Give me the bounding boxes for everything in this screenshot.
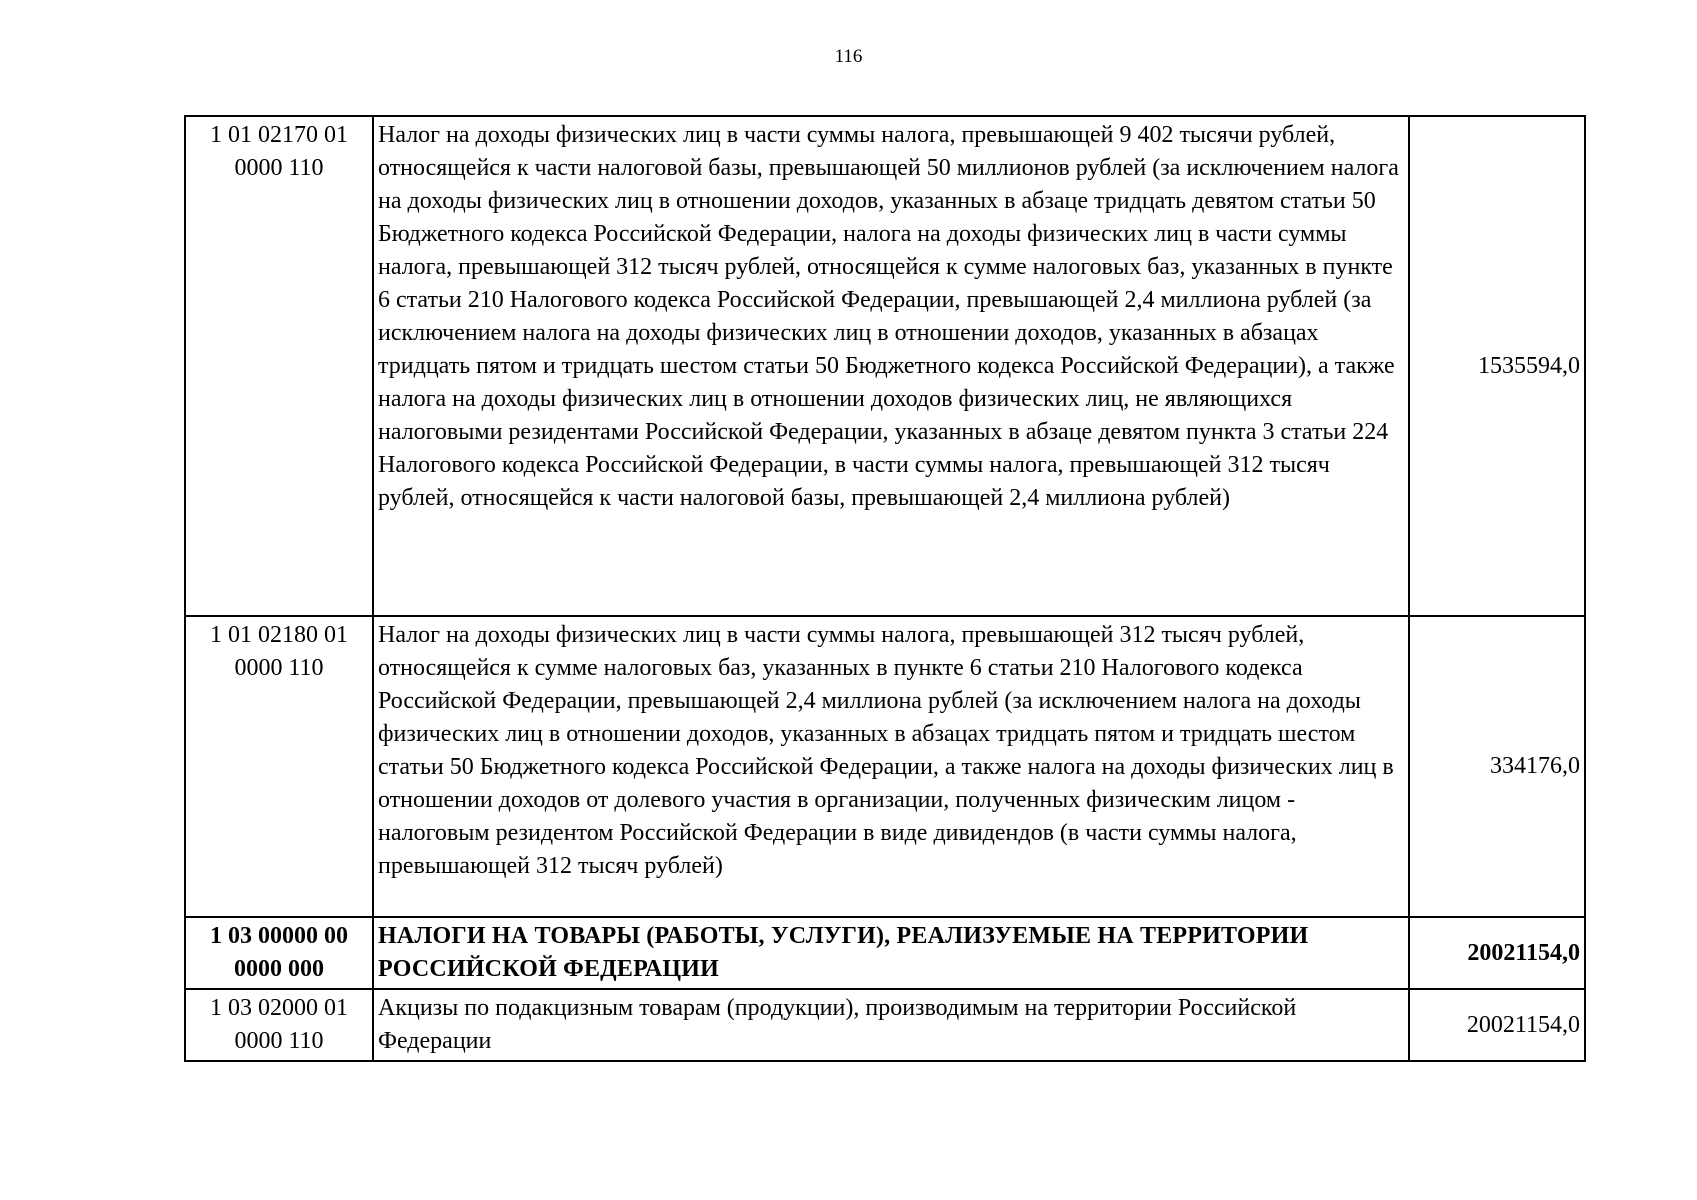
budget-classification-code: 1 03 02000 01 0000 110 [185,989,373,1061]
table-row-section-total [185,917,1585,989]
budget-classification-code: 1 01 02170 01 0000 110 [185,116,373,616]
revenue-description: Акцизы по подакцизным товарам (продукции), производимым на территории Российской Федерации [373,989,1409,1061]
revenue-amount: 20021154,0 [1409,989,1585,1061]
revenue-description: Налог на доходы физических лиц в части суммы налога, превышающей 312 тысяч рублей, относящейся к сумме налоговых баз, указанных в пункте 6 статьи 210 Налогового кодекса Российской Федерации, превышающей 2,4 миллиона рублей (за исключением налога на доходы физических лиц в отношении доходов, указанных в абзацах тридцать пятом и тридцать шестом статьи 50 Бюджетного кодекса Российской Федерации, а также налога на доходы физических лиц в отношении доходов от долевого участия в организации, полученных физическим лицом - налоговым резидентом Российской Федерации в виде дивидендов (в части суммы налога, превышающей 312 тысяч рублей) [373,616,1409,917]
table-row [185,116,1585,616]
revenue-description: НАЛОГИ НА ТОВАРЫ (РАБОТЫ, УСЛУГИ), РЕАЛИЗУЕМЫЕ НА ТЕРРИТОРИИ РОССИЙСКОЙ ФЕДЕРАЦИИ [373,917,1409,989]
page-number: 116 [834,46,863,67]
budget-classification-code: 1 01 02180 01 0000 110 [185,616,373,917]
revenue-amount: 334176,0 [1409,616,1585,917]
revenue-description: Налог на доходы физических лиц в части суммы налога, превышающей 9 402 тысячи рублей, относящейся к части налоговой базы, превышающей 50 миллионов рублей (за исключением налога на доходы физических лиц в отношении доходов, указанных в абзаце тридцать девятом статьи 50 Бюджетного кодекса Российской Федерации, налога на доходы физических лиц в части суммы налога, превышающей 312 тысяч рублей, относящейся к сумме налоговых баз, указанных в пункте 6 статьи 210 Налогового кодекса Российской Федерации, превышающей 2,4 миллиона рублей (за исключением налога на доходы физических лиц в отношении доходов, указанных в абзацах тридцать пятом и тридцать шестом статьи 50 Бюджетного кодекса Российской Федерации), а также налога на доходы физических лиц в отношении доходов физических лиц, не являющихся налоговыми резидентами Российской Федерации, указанных в абзаце девятом пункта 3 статьи 224 Налогового кодекса Российской Федерации, в части суммы налога, превышающей 312 тысяч рублей, относящейся к части налоговой базы, превышающей 2,4 миллиона рублей) [373,116,1409,616]
revenue-amount: 20021154,0 [1409,917,1585,989]
budget-revenue-table [184,115,1586,1062]
table-row [185,989,1585,1061]
budget-classification-code: 1 03 00000 00 0000 000 [185,917,373,989]
revenue-amount: 1535594,0 [1409,116,1585,616]
table-row [185,616,1585,917]
